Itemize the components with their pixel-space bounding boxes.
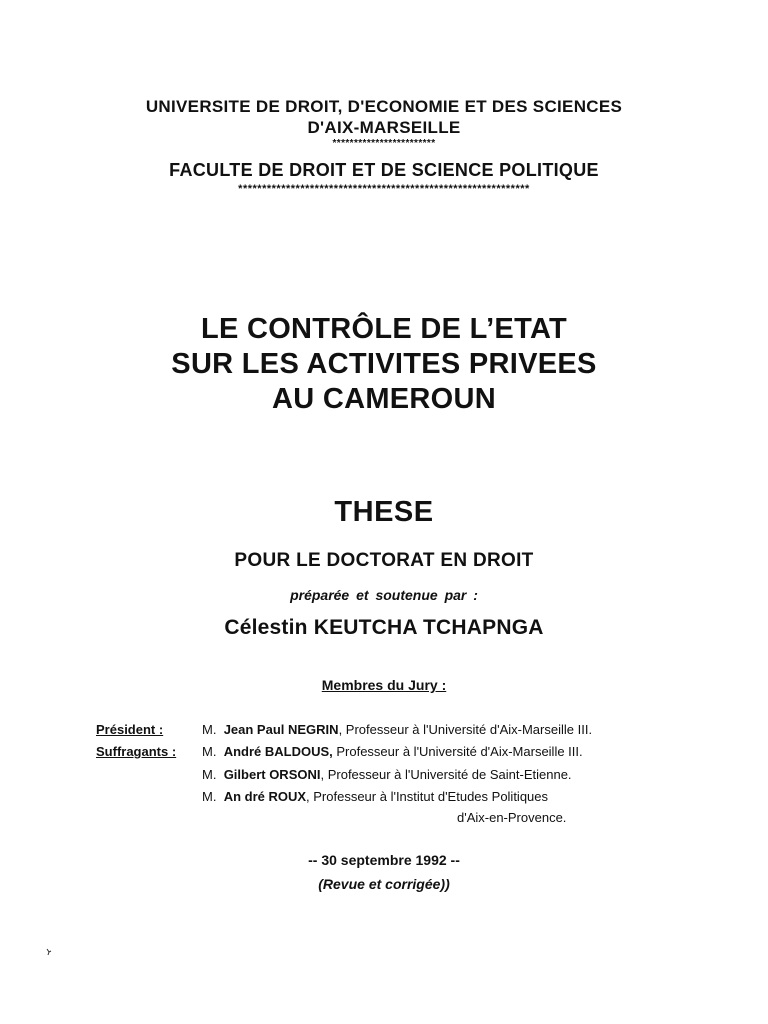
member-title: M. [202,722,217,737]
member-title: M. [202,744,217,759]
president-label: Président : [96,722,164,737]
member-affiliation: , Professeur à l'Institut d'Etudes Politiques [306,789,549,804]
jury-member [202,789,548,804]
author-name: Célestin KEUTCHA TCHAPNGA [224,616,544,639]
jury-member [202,744,583,759]
degree-line: POUR LE DOCTORAT EN DROIT [234,550,534,571]
separator-long: ************************************************************* [238,183,530,195]
faculty-name: FACULTE DE DROIT ET DE SCIENCE POLITIQUE [169,160,599,180]
suffragants-label: Suffragants : [96,744,177,759]
university-name [0,96,768,138]
jury-member [202,767,572,782]
member-affiliation: , Professeur à l'Université de Saint-Etienne. [320,767,572,782]
title-line-1: LE CONTRÔLE DE L’ETAT [200,313,568,345]
member-title: M. [202,767,217,782]
member-affiliation: Professeur à l'Université d'Aix-Marseille III. [332,744,583,759]
jury-heading: Membres du Jury : [321,677,447,693]
member-name: André BALDOUS, [223,744,333,759]
jury-member [202,722,592,737]
scan-speck [46,948,52,956]
thesis-title [0,312,768,417]
member-affiliation: , Professeur à l'Université d'Aix-Marseille III. [338,722,593,737]
prepared-by-line: préparée et soutenue par : [290,587,478,603]
defense-date: -- 30 septembre 1992 -- [308,852,460,868]
member-title: M. [202,789,217,804]
title-line-2: SUR LES ACTIVITES PRIVEES [171,348,597,380]
university-line-1: UNIVERSITE DE DROIT, D'ECONOMIE ET DES SCIENCES [145,97,623,116]
member-name: An dré ROUX [223,789,307,804]
member-name: Jean Paul NEGRIN [223,722,339,737]
member-name: Gilbert ORSONI [223,767,321,782]
revision-note: (Revue et corrigée)) [318,876,450,892]
separator-short: ************************ [332,138,436,149]
title-line-3: AU CAMEROUN [271,383,496,415]
university-line-2: D'AIX-MARSEILLE [307,118,461,137]
member-affiliation-continuation: d'Aix-en-Provence. [457,810,567,825]
thesis-label: THESE [334,496,434,528]
